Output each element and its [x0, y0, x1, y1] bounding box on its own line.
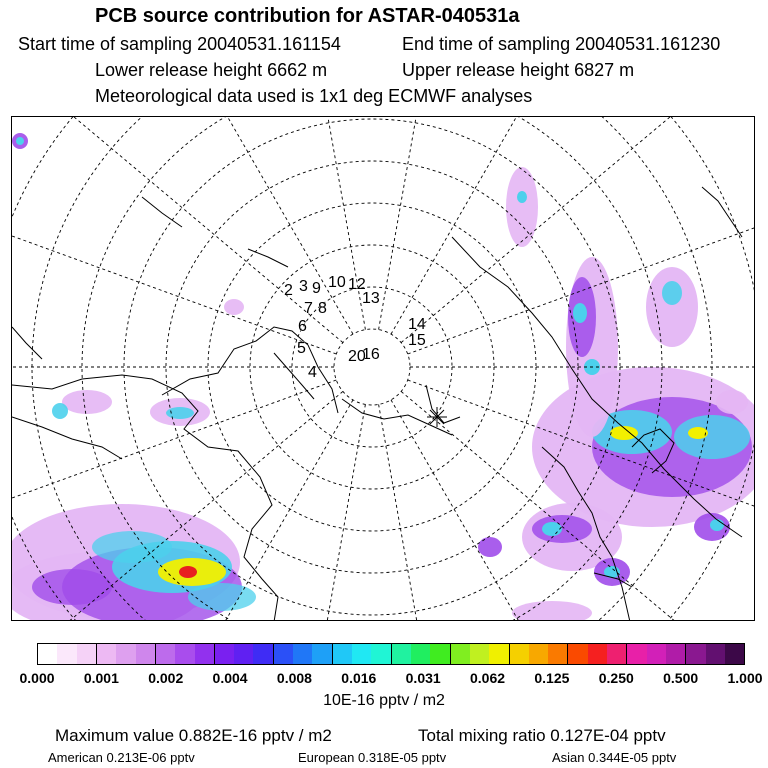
colorbar-cell [725, 644, 744, 664]
colorbar-cell [293, 644, 312, 664]
colorbar-cell [451, 644, 470, 664]
plume-blob [166, 407, 194, 419]
colorbar [37, 643, 745, 665]
plume-blob [62, 390, 112, 414]
latitude-circle [334, 329, 410, 405]
plume-blob [716, 390, 748, 414]
colorbar-cell [274, 644, 293, 664]
sampling-start-time: Start time of sampling 20040531.161154 [18, 34, 341, 54]
colorbar-cell [116, 644, 135, 664]
colorbar-cell [430, 644, 450, 664]
colorbar-cell [510, 644, 529, 664]
trajectory-label: 14 [408, 316, 426, 333]
maximum-value: Maximum value 0.882E-16 pptv / m2 [55, 726, 332, 745]
plume-blob [646, 267, 698, 347]
colorbar-cell [253, 644, 273, 664]
plume-layer [12, 133, 755, 621]
plume-blob [179, 566, 197, 578]
coastline-segment [142, 197, 182, 227]
colorbar-cell [489, 644, 509, 664]
colorbar-tick-label: 0.250 [598, 670, 634, 686]
colorbar-ticks [0, 670, 768, 690]
colorbar-cell [392, 644, 411, 664]
colorbar-tick-label: 0.031 [405, 670, 441, 686]
colorbar-cell [215, 644, 234, 664]
colorbar-cell [234, 644, 253, 664]
trajectory-label: 8 [318, 300, 327, 317]
plume-blob [662, 281, 682, 305]
trajectory-label: 16 [362, 346, 380, 363]
colorbar-cell [156, 644, 175, 664]
colorbar-cell [352, 644, 371, 664]
meridian-line [379, 117, 494, 330]
plot-title: PCB source contribution for ASTAR-040531a [95, 5, 520, 27]
colorbar-cell [136, 644, 156, 664]
colorbar-cell [195, 644, 215, 664]
colorbar-tick-label: 0.008 [276, 670, 312, 686]
colorbar-cell [647, 644, 666, 664]
plume-blob [517, 191, 527, 203]
plume-blob [52, 403, 68, 419]
map-canvas [12, 117, 755, 621]
colorbar-cell [607, 644, 627, 664]
meridian-line [379, 404, 494, 621]
sampling-end-time: End time of sampling 20040531.161230 [402, 34, 721, 54]
plume-blob [224, 299, 244, 315]
lower-release-height: Lower release height 6662 m [95, 60, 328, 80]
plume-blob [478, 537, 502, 557]
trajectory-label: 3 [299, 278, 308, 295]
colorbar-cell [666, 644, 686, 664]
colorbar-tick-label: 0.001 [83, 670, 119, 686]
coastline-segment [248, 249, 288, 267]
plume-blob [688, 427, 708, 439]
colorbar-tick-label: 1.000 [727, 670, 763, 686]
colorbar-cell [333, 644, 352, 664]
trajectory-label: 5 [297, 340, 306, 357]
plume-blob [512, 601, 592, 621]
colorbar-cell [312, 644, 332, 664]
colorbar-tick-label: 0.004 [212, 670, 248, 686]
colorbar-tick-label: 0.016 [341, 670, 377, 686]
colorbar-cell [411, 644, 430, 664]
trajectory-label: 6 [298, 318, 307, 335]
colorbar-cell [529, 644, 548, 664]
colorbar-cell [568, 644, 587, 664]
colorbar-tick-label: 0.002 [148, 670, 184, 686]
trajectory-label: 12 [348, 276, 366, 293]
colorbar-tick-label: 0.062 [470, 670, 506, 686]
european-contribution: European 0.318E-05 pptv [298, 750, 447, 765]
colorbar-cell [627, 644, 646, 664]
plume-blob [506, 167, 538, 247]
colorbar-cell [57, 644, 76, 664]
colorbar-tick-label: 0.500 [663, 670, 699, 686]
colorbar-cell [77, 644, 97, 664]
trajectory-label: 7 [304, 300, 313, 317]
colorbar-cell [97, 644, 116, 664]
colorbar-unit: 10E-16 pptv / m2 [323, 692, 445, 709]
trajectory-label: 10 [328, 274, 346, 291]
colorbar-cell [38, 644, 57, 664]
plume-blob [92, 531, 172, 563]
polar-map [11, 116, 755, 621]
colorbar-tick-label: 0.125 [534, 670, 570, 686]
plume-blob [32, 569, 112, 605]
plume-blob [16, 137, 24, 145]
plume-blob [674, 415, 750, 459]
colorbar-cell [175, 644, 194, 664]
upper-release-height: Upper release height 6827 m [402, 60, 635, 80]
colorbar-cell [588, 644, 607, 664]
release-site-star-icon [427, 407, 447, 427]
meteorological-data-note: Meteorological data used is 1x1 deg ECMWF analyses [95, 86, 533, 106]
american-contribution: American 0.213E-06 pptv [48, 750, 195, 765]
meridian-line [12, 128, 336, 354]
colorbar-cell [470, 644, 489, 664]
meridian-line [250, 117, 365, 330]
meridian-line [250, 404, 365, 621]
coastline-segment [12, 327, 42, 359]
trajectory-label: 15 [408, 332, 426, 349]
trajectory-label: 20 [348, 348, 366, 365]
trajectory-label: 9 [312, 280, 321, 297]
plume-blob [710, 519, 724, 531]
plume-blob [573, 303, 587, 323]
asian-contribution: Asian 0.344E-05 pptv [552, 750, 677, 765]
colorbar-cell [686, 644, 705, 664]
plume-blob [188, 583, 256, 611]
trajectory-label: 13 [362, 290, 380, 307]
trajectory-label: 2 [284, 282, 293, 299]
colorbar-cell [548, 644, 568, 664]
coastline-segment [12, 417, 122, 459]
colorbar-cell [706, 644, 725, 664]
trajectory-label: 4 [308, 364, 317, 381]
colorbar-tick-label: 0.000 [19, 670, 55, 686]
total-mixing-ratio: Total mixing ratio 0.127E-04 pptv [418, 726, 666, 745]
colorbar-cell [371, 644, 391, 664]
